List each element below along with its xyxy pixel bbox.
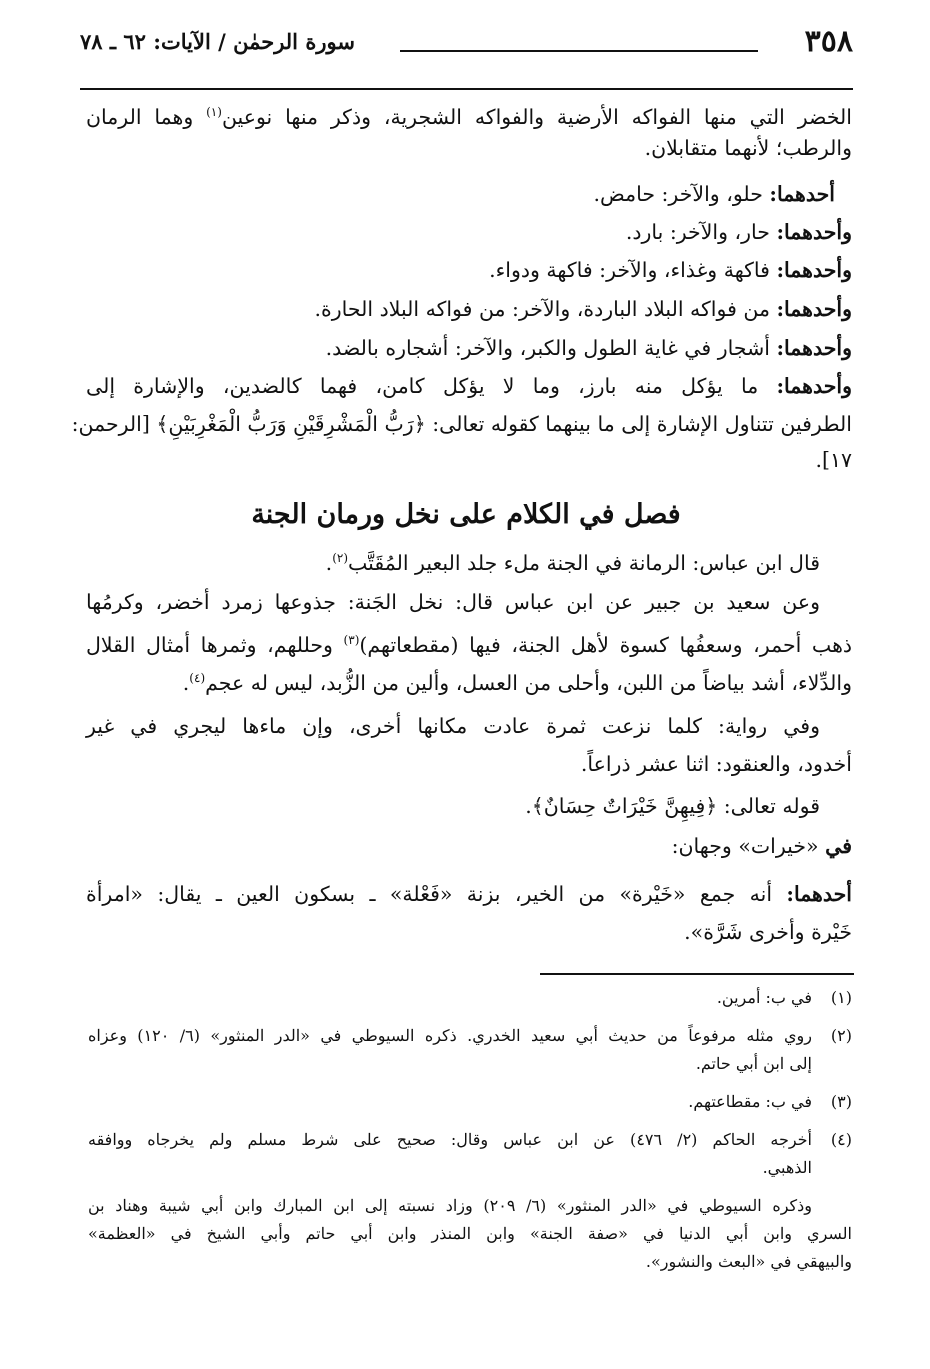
- list-item: أحدهما: حلو، والآخر: حامض.: [593, 182, 835, 206]
- body-line: في «خيرات» وجهان:: [671, 834, 852, 858]
- footnote: (٣)في ب: مقطاعتهم.: [688, 1088, 852, 1116]
- footnote-number: (١): [830, 988, 852, 1007]
- body-line: وعن سعيد بن جبير عن ابن عباس قال: نخل الجَنة: جذوعها زمرد أخضر، وكرمُها: [86, 590, 820, 614]
- footnote-ref: (٤): [189, 671, 206, 685]
- footnote: (١)في ب: أمرين.: [717, 984, 852, 1012]
- list-item: وأحدهما: من فواكه البلاد الباردة، والآخر: من فواكه البلاد الحارة.: [314, 297, 852, 321]
- footnote-ref: (٣): [343, 633, 360, 647]
- list-item: وأحدهما: حار، والآخر: بارد.: [625, 220, 852, 244]
- body-line: أحدهما: أنه جمع «خَيْرة» من الخير، بزنة «فَعْلة» ـ بسكون العين ـ يقال: «امرأة: [86, 882, 852, 906]
- page-header: [80, 22, 853, 62]
- body-line: والدِّلاء، أشد بياضاً من اللبن، وأحلى من العسل، وألين من الزُّبد، ليس له عجم$^{(٤)}$.: [182, 671, 852, 695]
- body-line: ذهب أحمر، وسعفُها كسوة لأهل الجنة، فيها (مقطعاتهم)$^{(٣)}$ وحللهم، وثمرها أمثال القلال: [86, 633, 853, 657]
- body-line: الطرفين تتناول الإشارة إلى ما بينهما كقوله تعالى: ﴿رَبُّ الْمَشْرِقَيْنِ وَرَبُّ الْمَغْرِبَيْنِ﴾ [الرحمن:: [71, 412, 852, 436]
- footnote-line: السري وابن أبي الدنيا في «صفة الجنة» وابن المنذر وابن أبي حاتم وأبي الشيخ في «العظمة»: [88, 1224, 852, 1243]
- header-rule: [80, 88, 853, 90]
- section-title: فصل في الكلام على نخل ورمان الجنة: [251, 499, 681, 530]
- running-title: سورة الرحمٰن / الآيات: ٦٢ ـ ٧٨: [80, 29, 355, 54]
- list-item: وأحدهما: فاكهة وغذاء، والآخر: فاكهة ودواء.: [489, 258, 852, 282]
- footnote-line: والبيهقي في «البعث والنشور».: [645, 1252, 852, 1271]
- footnote-ref: (٢): [332, 551, 349, 565]
- footnote-number: (٤): [830, 1130, 853, 1149]
- footnote-line: الذهبي.: [762, 1158, 812, 1177]
- body-line: الخضر التي منها الفواكه الأرضية والفواكه الشجرية، وذكر منها نوعين$^{(١)}$ وهما الرمان: [86, 105, 853, 129]
- page-number: ٣٥٨: [804, 24, 853, 59]
- footnote-number: (٣): [830, 1092, 852, 1111]
- body-line: ١٧].: [815, 448, 852, 472]
- list-item: وأحدهما: أشجار في غاية الطول والكبر، والآخر: أشجاره بالضد.: [325, 336, 852, 360]
- body-line: أخدود، والعنقود: اثنا عشر ذراعاً.: [580, 752, 852, 776]
- footnote: (٢)روي مثله مرفوعاً من حديث أبي سعيد الخدري. ذكره السيوطي في «الدر المنثور» (٦/ ١٢٠) وعزاه: [88, 1022, 852, 1050]
- body-line: قال ابن عباس: الرمانة في الجنة ملء جلد البعير المُقَتَّب$^{(٢)}$.: [325, 551, 820, 575]
- body-line: وفي رواية: كلما نزعت ثمرة عادت مكانها أخرى، وإن ماءها ليجري في غير: [86, 714, 820, 738]
- footnote: (٤)أخرجه الحاكم (٢/ ٤٧٦) عن ابن عباس وقال: صحيح على شرط مسلم ولم يخرجاه ووافقه: [88, 1126, 852, 1154]
- body-line: خَيْرة وأخرى شَرَّة».: [684, 920, 852, 944]
- list-item: وأحدهما: ما يؤكل منه بارز، وما لا يؤكل كامن، فهما كالضدين، والإشارة إلى: [86, 374, 852, 398]
- footnote-ref: (١): [206, 105, 222, 119]
- footnote-separator: [540, 973, 854, 975]
- body-line: والرطب؛ لأنهما متقابلان.: [644, 136, 852, 160]
- footnote-line: إلى ابن أبي حاتم.: [695, 1054, 812, 1073]
- footnote-number: (٢): [830, 1026, 853, 1045]
- header-rule-short: [400, 50, 758, 52]
- footnote-line: وذكره السيوطي في «الدر المنثور» (٦/ ٢٠٩) وزاد نسبته إلى ابن المبارك وابن أبي شيبة وهناد بن: [88, 1196, 813, 1215]
- quran-verse: قوله تعالى: ﴿فِيهِنَّ خَيْرَاتٌ حِسَانٌ﴾.: [525, 794, 820, 818]
